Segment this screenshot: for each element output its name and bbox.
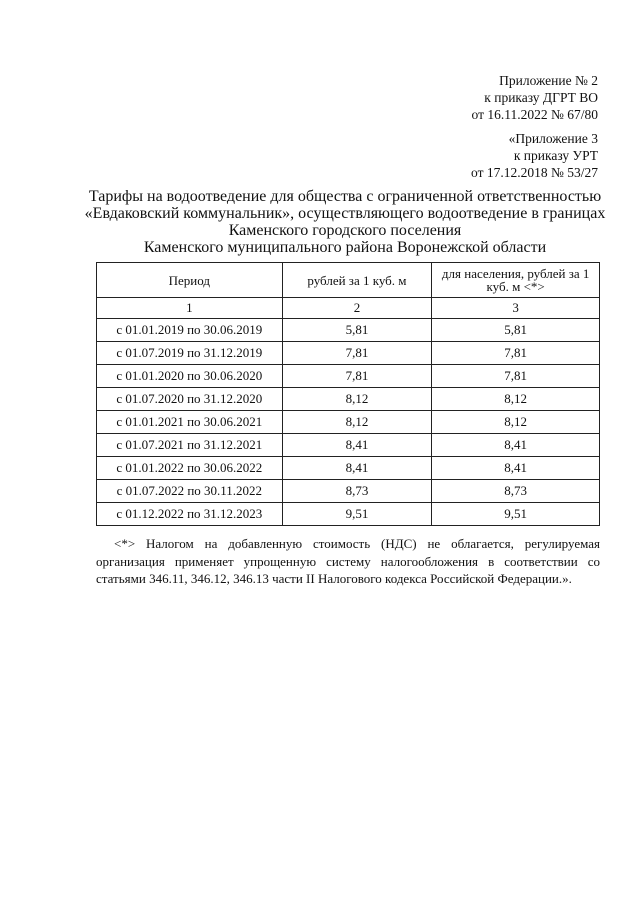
cell-period: с 01.01.2022 по 30.06.2022 (97, 457, 283, 480)
cell-period: с 01.07.2022 по 30.11.2022 (97, 480, 283, 503)
appendix-3-line-1: «Приложение 3 (508, 131, 598, 146)
appendix-3-line-3: от 17.12.2018 № 53/27 (471, 165, 598, 180)
title-line-1: Тарифы на водоотведение для общества с ограниченной ответственностью (88, 188, 602, 205)
appendix-2-line-3: от 16.11.2022 № 67/80 (471, 107, 598, 122)
column-number-1: 1 (97, 298, 283, 319)
table-row (97, 411, 600, 434)
title-line-2: «Евдаковский коммунальник», осуществляющего водоотведение в границах (84, 205, 606, 222)
appendix-3-reference (471, 130, 598, 181)
table-row (97, 365, 600, 388)
table-row (97, 388, 600, 411)
tariff-table (96, 262, 600, 526)
header-period: Период (97, 263, 283, 298)
cell-rate: 9,51 (282, 503, 432, 526)
cell-rate: 7,81 (282, 342, 432, 365)
cell-population-rate: 7,81 (432, 342, 600, 365)
cell-period: с 01.01.2019 по 30.06.2019 (97, 319, 283, 342)
cell-population-rate: 5,81 (432, 319, 600, 342)
cell-period: с 01.07.2020 по 31.12.2020 (97, 388, 283, 411)
cell-rate: 8,41 (282, 457, 432, 480)
appendix-3-line-2: к приказу УРТ (513, 148, 598, 163)
cell-population-rate: 8,41 (432, 457, 600, 480)
cell-period: с 01.01.2021 по 30.06.2021 (97, 411, 283, 434)
column-number-2: 2 (282, 298, 432, 319)
title-line-4: Каменского муниципального района Воронежской области (143, 239, 547, 256)
table-row (97, 342, 600, 365)
header-rate: рублей за 1 куб. м (282, 263, 432, 298)
cell-period: с 01.07.2019 по 31.12.2019 (97, 342, 283, 365)
footnote: <*> Налогом на добавленную стоимость (НДС) не облагается, регулируемая организация применяет упрощенную систему налогообложения в соответствии со статьями 346.11, 346.12, 346.13 части II Налогового кодекса Российской Федерации.». (96, 536, 600, 586)
cell-rate: 8,12 (282, 388, 432, 411)
table-row (97, 503, 600, 526)
title-line-3: Каменского городского поселения (228, 222, 462, 239)
cell-rate: 5,81 (282, 319, 432, 342)
cell-rate: 8,12 (282, 411, 432, 434)
appendix-2-line-2: к приказу ДГРТ ВО (484, 90, 598, 105)
table-row (97, 457, 600, 480)
cell-population-rate: 7,81 (432, 365, 600, 388)
document-title (60, 188, 630, 256)
cell-population-rate: 8,12 (432, 388, 600, 411)
header-population-rate: для населения, рублей за 1 куб. м <*> (432, 263, 600, 298)
appendix-2-reference (472, 72, 598, 123)
cell-rate: 8,41 (282, 434, 432, 457)
cell-rate: 8,73 (282, 480, 432, 503)
appendix-2-line-1: Приложение № 2 (499, 73, 598, 88)
column-number-3: 3 (432, 298, 600, 319)
table-row (97, 434, 600, 457)
cell-population-rate: 8,41 (432, 434, 600, 457)
cell-population-rate: 8,12 (432, 411, 600, 434)
cell-rate: 7,81 (282, 365, 432, 388)
cell-period: с 01.01.2020 по 30.06.2020 (97, 365, 283, 388)
cell-period: с 01.07.2021 по 31.12.2021 (97, 434, 283, 457)
cell-population-rate: 9,51 (432, 503, 600, 526)
cell-population-rate: 8,73 (432, 480, 600, 503)
column-number-row (97, 298, 600, 319)
cell-period: с 01.12.2022 по 31.12.2023 (97, 503, 283, 526)
table-row (97, 480, 600, 503)
table-row (97, 319, 600, 342)
table-header-row (97, 263, 600, 298)
